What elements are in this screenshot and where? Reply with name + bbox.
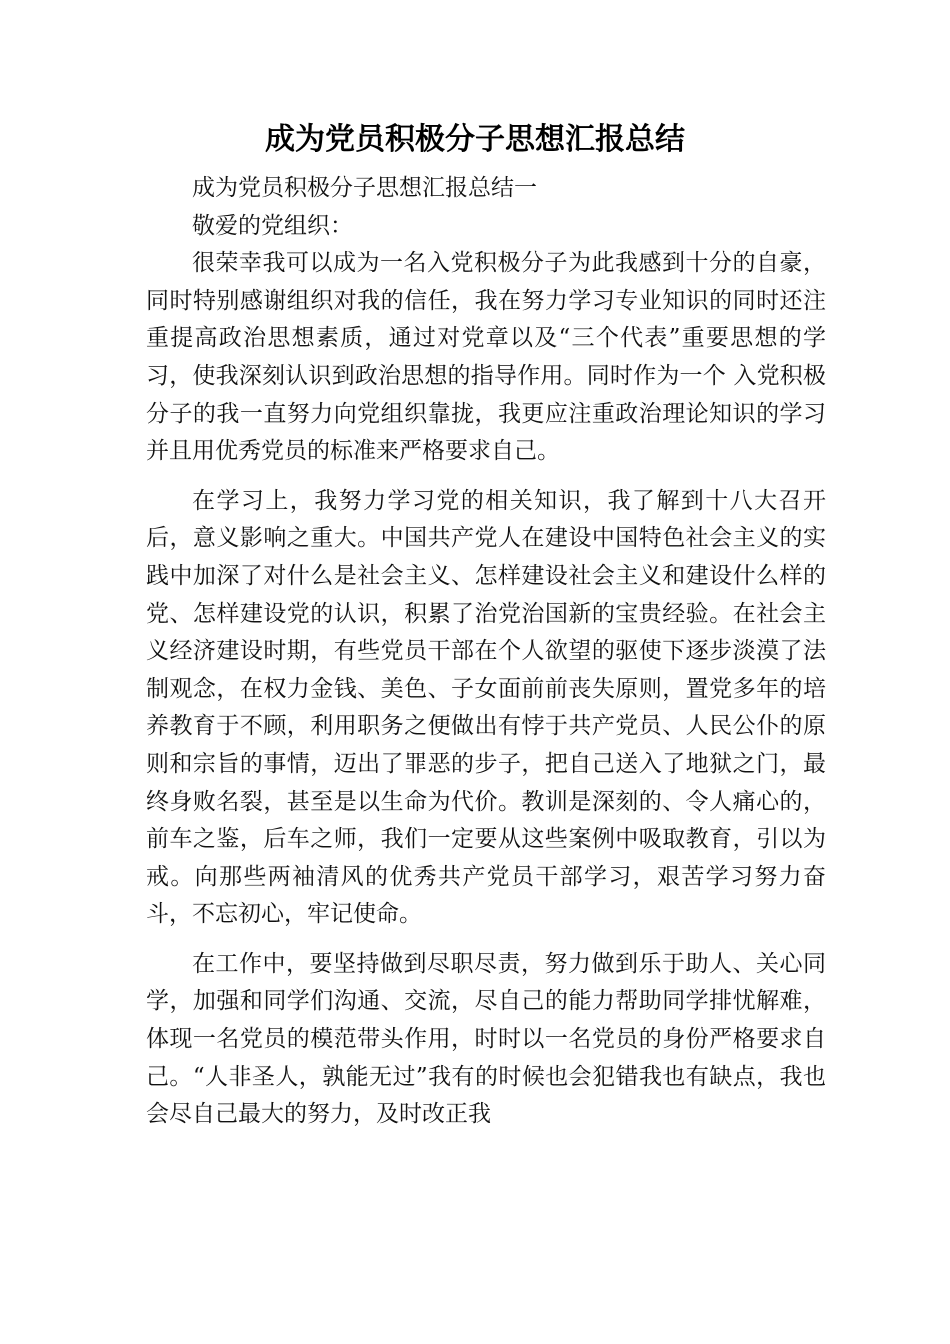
paragraph-intro: 很荣幸我可以成为一名入党积极分子为此我感到十分的自豪，同时特别感谢组织对我的信任，我在努力学习专业知识的同时还注重提高政治思想素质，通过对党章以及“三个代表”重要思想的学习，使我深刻认识到政治思想的指导作用。同时作为一个 入党积极分子的我一直努力向党组织靠拢，我更应注重政治理论知识的学习并且用优秀党员的标准来严格要求自己。 [146,250,826,465]
paragraph-work: 在工作中，要坚持做到尽职尽责，努力做到乐于助人、关心同学，加强和同学们沟通、交流，尽自己的能力帮助同学排忧解难，体现一名党员的模范带头作用，时时以一名党员的身份严格要求自己。“人非圣人，孰能无过”我有的时候也会犯错我也有缺点，我也会尽自己最大的努力，及时改正我 [146,950,826,1128]
document-title: 成为党员积极分子思想汇报总结 [265,122,685,157]
paragraph-study: 在学习上，我努力学习党的相关知识，我了解到十八大召开后，意义影响之重大。中国共产党人在建设中国特色社会主义的实践中加深了对什么是社会主义、怎样建设社会主义和建设什么样的党、怎样建设党的认识，积累了治党治国新的宝贵经验。在社会主义经济建设时期，有些党员干部在个人欲望的驱使下逐步淡漠了法制观念，在权力金钱、美色、子女面前前丧失原则，置党多年的培养教育于不顾，利用职务之便做出有悖于共产党员、人民公仆的原则和宗旨的事情，迈出了罪恶的步子，把自己送入了地狱之门，最终身败名裂，甚至是以生命为代价。教训是深刻的、令人痛心的，前车之鉴，后车之师，我们一定要从这些案例中吸取教育，引以为戒。向那些两袖清风的优秀共产党员干部学习，艰苦学习努力奋斗，不忘初心，牢记使命。 [146,487,826,928]
document-body [146,170,826,1134]
document-subtitle: 成为党员积极分子思想汇报总结一 [192,175,537,201]
salutation: 敬爱的党组织： [192,212,353,239]
